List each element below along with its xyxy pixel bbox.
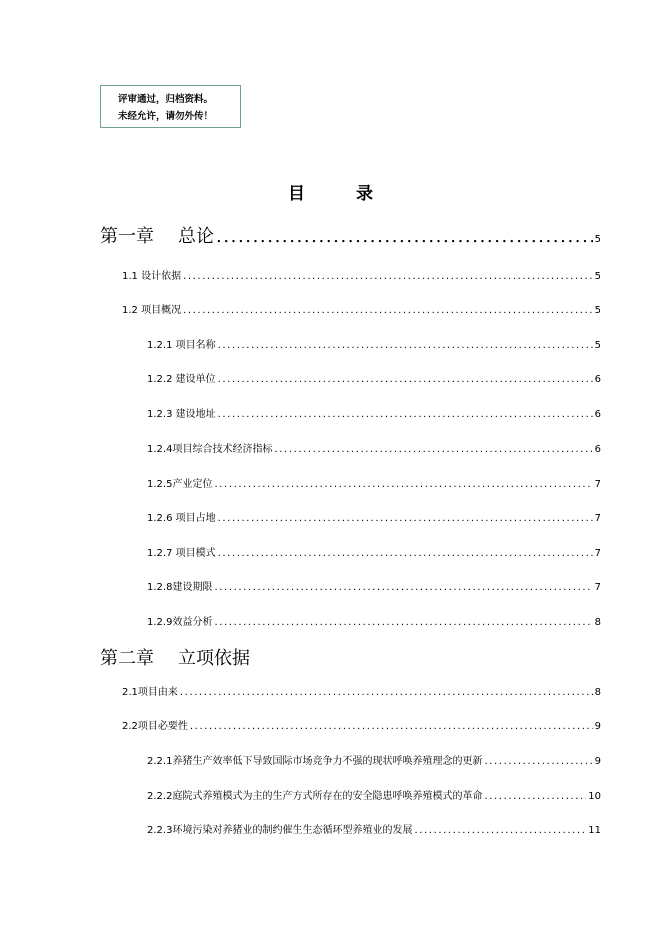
page-number: 6 bbox=[594, 444, 601, 455]
dot-leader bbox=[218, 340, 593, 351]
toc-title bbox=[0, 179, 662, 204]
toc-entry-2-1[interactable] bbox=[122, 683, 601, 698]
toc-entry-1-2-4[interactable] bbox=[147, 440, 601, 455]
toc-entry-1-2-8[interactable] bbox=[147, 578, 601, 593]
dot-leader bbox=[484, 756, 592, 767]
chapter-2-number: 第二章 bbox=[100, 648, 154, 669]
toc-entry-chapter-1[interactable] bbox=[100, 222, 601, 248]
stamp-line-2: 未经允许，请勿外传！ bbox=[118, 111, 214, 122]
page-number: 5 bbox=[594, 340, 601, 351]
entry-label: 1.2.4项目综合技术经济指标 bbox=[147, 444, 273, 455]
toc-entry-1-2-7[interactable] bbox=[147, 544, 601, 559]
page-number: 7 bbox=[594, 548, 601, 559]
entry-label: 2.2.3环境污染对养猪业的制约催生生态循环型养殖业的发展 bbox=[147, 825, 413, 836]
page-number: 11 bbox=[588, 825, 601, 836]
toc-entry-1-2-5[interactable] bbox=[147, 475, 601, 490]
toc-entry-1-2-6[interactable] bbox=[147, 509, 601, 524]
dot-leader bbox=[180, 687, 593, 698]
dot-leader bbox=[183, 271, 593, 282]
page-number: 7 bbox=[594, 479, 601, 490]
toc-title-char-2: 录 bbox=[356, 184, 374, 204]
chapter-1-title: 总论 bbox=[178, 226, 214, 247]
entry-label: 1.2.3 建设地址 bbox=[147, 409, 216, 420]
page-number: 8 bbox=[594, 687, 601, 698]
chapter-2-title: 立项依据 bbox=[178, 648, 250, 669]
entry-label: 1.2.9效益分析 bbox=[147, 617, 213, 628]
dot-leader bbox=[190, 721, 593, 732]
page-number: 8 bbox=[594, 617, 601, 628]
entry-label: 1.1 设计依据 bbox=[122, 271, 182, 282]
dot-leader bbox=[214, 479, 592, 490]
confidentiality-stamp bbox=[100, 85, 241, 128]
entry-label: 2.2项目必要性 bbox=[122, 721, 188, 732]
toc-entry-1-2-9[interactable] bbox=[147, 613, 601, 628]
stamp-line-1: 评审通过，归档资料。 bbox=[118, 94, 214, 105]
page-number: 10 bbox=[588, 791, 601, 802]
dot-leader bbox=[216, 226, 593, 247]
toc-title-char-1: 目 bbox=[288, 184, 306, 204]
toc-entry-chapter-2[interactable] bbox=[100, 644, 250, 670]
page-number: 5 bbox=[594, 234, 601, 245]
dot-leader bbox=[214, 582, 592, 593]
page-number: 7 bbox=[594, 513, 601, 524]
toc-entry-1-2-3[interactable] bbox=[147, 405, 601, 420]
chapter-1-heading bbox=[100, 222, 214, 248]
entry-label: 1.2.6 项目占地 bbox=[147, 513, 216, 524]
dot-leader bbox=[414, 825, 586, 836]
entry-label: 1.2 项目概况 bbox=[122, 305, 182, 316]
chapter-1-number: 第一章 bbox=[100, 226, 154, 247]
page-number: 5 bbox=[594, 271, 601, 282]
entry-label: 2.1项目由来 bbox=[122, 687, 178, 698]
dot-leader bbox=[214, 617, 592, 628]
page-number: 7 bbox=[594, 582, 601, 593]
page-number: 6 bbox=[594, 409, 601, 420]
entry-label: 2.2.1养猪生产效率低下导致国际市场竞争力不强的现状呼唤养殖理念的更新 bbox=[147, 756, 483, 767]
toc-entry-2-2-3[interactable] bbox=[147, 821, 601, 836]
entry-label: 2.2.2庭院式养殖模式为主的生产方式所存在的安全隐患呼唤养殖模式的革命 bbox=[147, 791, 483, 802]
toc-entry-1-1[interactable] bbox=[122, 267, 601, 282]
page-number: 6 bbox=[594, 374, 601, 385]
dot-leader bbox=[218, 374, 593, 385]
entry-label: 1.2.5产业定位 bbox=[147, 479, 213, 490]
toc-entry-2-2[interactable] bbox=[122, 717, 601, 732]
toc-entry-2-2-2[interactable] bbox=[147, 787, 601, 802]
entry-label: 1.2.7 项目模式 bbox=[147, 548, 216, 559]
entry-label: 1.2.8建设期限 bbox=[147, 582, 213, 593]
entry-label: 1.2.2 建设单位 bbox=[147, 374, 216, 385]
dot-leader bbox=[218, 409, 593, 420]
page-number: 9 bbox=[594, 756, 601, 767]
toc-entry-1-2[interactable] bbox=[122, 301, 601, 316]
page-number: 5 bbox=[594, 305, 601, 316]
dot-leader bbox=[274, 444, 592, 455]
toc-entry-2-2-1[interactable] bbox=[147, 752, 601, 767]
page-number: 9 bbox=[594, 721, 601, 732]
toc-entry-1-2-1[interactable] bbox=[147, 336, 601, 351]
dot-leader bbox=[218, 548, 593, 559]
toc-entry-1-2-2[interactable] bbox=[147, 370, 601, 385]
entry-label: 1.2.1 项目名称 bbox=[147, 340, 216, 351]
dot-leader bbox=[218, 513, 593, 524]
dot-leader bbox=[183, 305, 593, 316]
dot-leader bbox=[484, 791, 586, 802]
